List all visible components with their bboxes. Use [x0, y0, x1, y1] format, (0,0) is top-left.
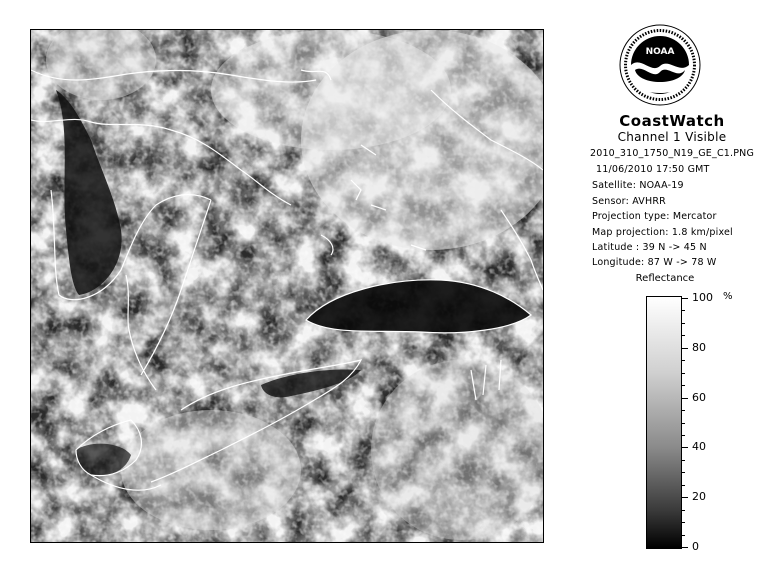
colorbar-tick-label: 0 — [692, 540, 699, 553]
colorbar-minor-tick — [682, 423, 685, 424]
colorbar-minor-tick — [682, 435, 685, 436]
colorbar-tick-label: 60 — [692, 390, 706, 404]
svg-text:NOAA: NOAA — [645, 47, 675, 57]
colorbar-minor-tick — [682, 522, 685, 523]
satellite-label: Satellite: NOAA-19 — [592, 180, 684, 191]
latitude-label: Latitude : 39 N -> 45 N — [592, 242, 707, 253]
colorbar-tick — [682, 348, 688, 349]
map-projection-label: Map projection: 1.8 km/pixel — [592, 227, 733, 238]
colorbar-tick — [682, 497, 688, 498]
datetime-label: 11/06/2010 17:50 GMT — [596, 164, 710, 175]
colorbar-tick — [682, 398, 688, 399]
colorbar-minor-tick — [682, 335, 685, 336]
colorbar-unit: % — [723, 291, 733, 302]
colorbar-minor-tick — [682, 373, 685, 374]
colorbar-minor-tick — [682, 323, 685, 324]
colorbar-minor-tick — [682, 485, 685, 486]
colorbar-tick-label: 20 — [692, 490, 706, 504]
satellite-image-svg — [31, 30, 543, 542]
filename-label: 2010_310_1750_N19_GE_C1.PNG — [589, 148, 755, 159]
app-title: CoastWatch — [619, 112, 725, 130]
reflectance-colorbar — [646, 296, 682, 549]
longitude-label: Longitude: 87 W -> 78 W — [592, 257, 717, 268]
colorbar-minor-tick — [682, 510, 685, 511]
noaa-logo — [619, 24, 701, 106]
colorbar-label: Reflectance — [635, 273, 695, 284]
colorbar-tick — [682, 547, 688, 548]
colorbar-tick-label: 80 — [692, 340, 706, 354]
colorbar-minor-tick — [682, 460, 685, 461]
colorbar-tick — [682, 298, 688, 299]
colorbar-tick-label: 100 — [692, 291, 713, 304]
sensor-label: Sensor: AVHRR — [592, 196, 666, 207]
channel-label: Channel 1 Visible — [617, 130, 727, 144]
colorbar-minor-tick — [682, 410, 685, 411]
colorbar-minor-tick — [682, 310, 685, 311]
colorbar-tick — [682, 447, 688, 448]
colorbar-minor-tick — [682, 385, 685, 386]
colorbar-tick-label: 40 — [692, 440, 706, 454]
projection-type-label: Projection type: Mercator — [592, 211, 717, 222]
colorbar-minor-tick — [682, 360, 685, 361]
colorbar-minor-tick — [682, 472, 685, 473]
colorbar-minor-tick — [682, 535, 685, 536]
satellite-image-map — [30, 29, 544, 543]
